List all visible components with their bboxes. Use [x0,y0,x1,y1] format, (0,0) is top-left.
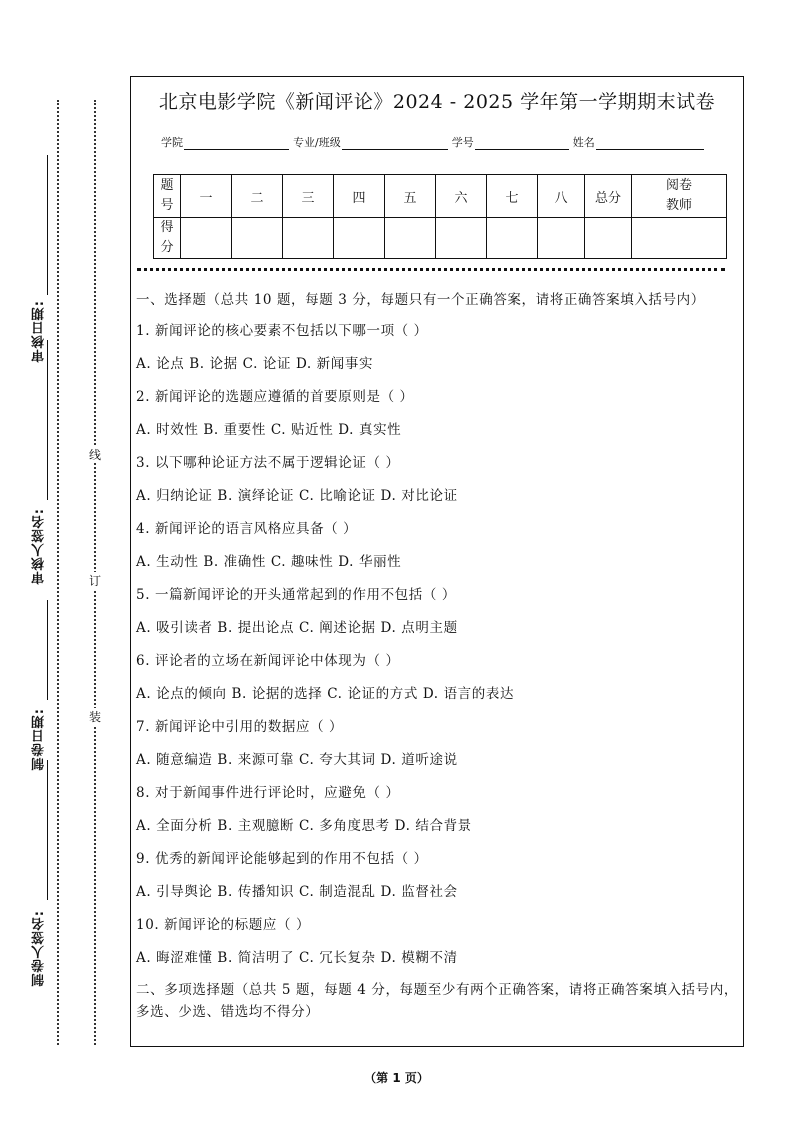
section2-heading: 二、多项选择题（总共 5 题，每题 4 分，每题至少有两个正确答案，请将正确答案填入括号内，多选、少选、错选均不得分） [136,982,738,1020]
col-header-2: 二 [232,175,283,218]
question-5-options: A. 吸引读者 B. 提出论点 C. 阐述论据 D. 点明主题 [136,620,458,636]
question-1: 1. 新闻评论的核心要素不包括以下哪一项（ ） [136,323,428,339]
col-header-1: 一 [181,175,232,218]
section1-heading: 一、选择题（总共 10 题，每题 3 分，每题只有一个正确答案，请将正确答案填入括号内） [136,292,705,308]
col-header-4: 四 [334,175,385,218]
exam-content [136,289,738,1032]
name-label: 姓名 [572,136,595,149]
score-cell-8[interactable] [538,218,585,259]
score-table [153,174,727,259]
question-2: 2. 新闻评论的选题应遵循的首要原则是（ ） [136,389,414,405]
score-cell-4[interactable] [334,218,385,259]
question-1-options: A. 论点 B. 论据 C. 论证 D. 新闻事实 [136,356,374,372]
question-7-options: A. 随意编造 B. 来源可靠 C. 夸大其词 D. 道听途说 [136,752,458,768]
reviewer-sign-label: 审核人签名: [32,508,47,585]
col-header-3: 三 [283,175,334,218]
reviewer-sign-line [47,340,48,500]
maker-date-label: 制卷日期: [32,708,47,771]
question-3: 3. 以下哪种论证方法不属于逻辑论证（ ） [136,455,400,471]
question-4: 4. 新闻评论的语言风格应具备（ ） [136,521,358,537]
college-label: 学院 [161,136,183,149]
question-6-options: A. 论点的倾向 B. 论据的选择 C. 论证的方式 D. 语言的表达 [136,686,515,702]
binding-char-ding: 订 [88,574,101,588]
score-cell-6[interactable] [436,218,487,259]
question-9: 9. 优秀的新闻评论能够起到的作用不包括（ ） [136,851,428,867]
maker-date-line [47,600,48,700]
question-9-options: A. 引导舆论 B. 传播知识 C. 制造混乱 D. 监督社会 [136,884,458,900]
col-header-total: 总分 [585,175,632,218]
question-10-options: A. 晦涩难懂 B. 简洁明了 C. 冗长复杂 D. 模糊不清 [136,950,458,966]
col-header-6: 六 [436,175,487,218]
score-cell-1[interactable] [181,218,232,259]
question-8: 8. 对于新闻事件进行评论时，应避免（ ） [136,785,400,801]
question-3-options: A. 归纳论证 B. 演绎论证 C. 比喻论证 D. 对比论证 [136,488,458,504]
dotted-separator [137,268,725,271]
page-number: （第 1 页） [364,1071,429,1085]
question-4-options: A. 生动性 B. 准确性 C. 趣味性 D. 华丽性 [136,554,402,570]
reviewer-date-line [47,155,48,295]
exam-title: 北京电影学院《新闻评论》2024 - 2025 学年第一学期期末试卷 [158,91,716,113]
name-blank[interactable] [596,137,704,150]
major-class-label: 专业/班级 [293,136,341,149]
score-cell-7[interactable] [487,218,538,259]
question-10: 10. 新闻评论的标题应（ ） [136,917,311,933]
binding-dotted-line-outer [57,100,59,1045]
col-header-8: 八 [538,175,585,218]
score-cell-2[interactable] [232,218,283,259]
score-table-header-row [154,175,727,218]
score-table-score-row [154,218,727,259]
question-7: 7. 新闻评论中引用的数据应（ ） [136,719,344,735]
question-8-options: A. 全面分析 B. 主观臆断 C. 多角度思考 D. 结合背景 [136,818,472,834]
binding-char-xian: 线 [88,448,101,462]
col-header-5: 五 [385,175,436,218]
binding-char-zhuang: 装 [88,710,101,724]
score-cell-total[interactable] [585,218,632,259]
score-cell-3[interactable] [283,218,334,259]
exam-paper [130,76,744,1047]
major-class-blank[interactable] [342,137,448,150]
maker-sign-line [47,760,48,900]
col-header-7: 七 [487,175,538,218]
college-blank[interactable] [184,137,289,150]
question-2-options: A. 时效性 B. 重要性 C. 贴近性 D. 真实性 [136,422,402,438]
student-id-blank[interactable] [475,137,569,150]
row-label-question-no: 题 号 [154,175,181,218]
reviewer-date-label: 审核日期: [32,300,47,363]
question-6: 6. 评论者的立场在新闻评论中体现为（ ） [136,653,400,669]
student-id-label: 学号 [451,136,474,149]
student-info-row [161,134,708,150]
col-header-grader: 阅卷 教师 [632,175,727,218]
score-cell-grader[interactable] [632,218,727,259]
row-label-score: 得 分 [154,218,181,259]
question-5: 5. 一篇新闻评论的开头通常起到的作用不包括（ ） [136,587,456,603]
score-cell-5[interactable] [385,218,436,259]
maker-sign-label: 制卷人签名: [32,910,47,987]
